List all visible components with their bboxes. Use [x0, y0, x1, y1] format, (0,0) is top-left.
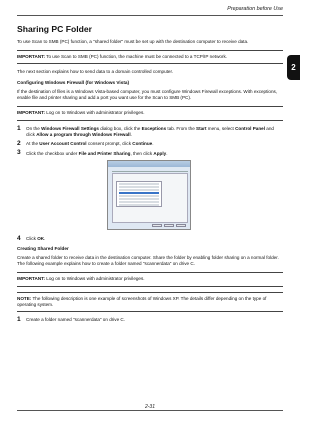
next-section-paragraph: The next section explains how to send data to a domain controlled computer. — [17, 69, 174, 75]
shared-folder-paragraph: Create a shared folder to receive data in the destination computer. Share the folder by enabling folder sharing on a normal folder. The following example explains how to create a folder named "scannerdata" on drive C. — [17, 255, 279, 267]
step-4-firewall — [17, 236, 283, 242]
page-number: 2-31 — [144, 404, 155, 410]
note-label: NOTE: — [17, 295, 32, 301]
step-text: Click OK. — [26, 236, 46, 242]
page-content — [17, 24, 283, 326]
important-text: Log on to Windows with administrator privileges. — [44, 276, 145, 282]
important-note-admin — [17, 106, 283, 120]
footer-rule — [17, 410, 283, 411]
step-1-firewall — [17, 126, 283, 138]
page-title: Sharing PC Folder — [17, 24, 92, 34]
step-text: On the Windows Firewall Settings dialog box, click the Exceptions tab. From the Start menu, select Control Panel and click Allow a program through Windows Firewall. — [26, 125, 274, 137]
running-header: Preparation before Use — [227, 6, 283, 12]
important-label: IMPORTANT: — [17, 276, 45, 282]
note-windows-xp — [17, 292, 283, 312]
step-number: 1 — [17, 315, 21, 323]
step-1-folder — [17, 317, 283, 323]
step-number: 1 — [17, 124, 21, 132]
screenshot-tabs — [112, 169, 188, 172]
chapter-tab: 2 — [287, 55, 300, 80]
screenshot-titlebar — [108, 161, 190, 167]
screenshot-exceptions-list — [116, 181, 162, 207]
important-text: Log on to Windows with administrator privileges. — [44, 110, 145, 116]
firewall-settings-screenshot — [107, 160, 191, 230]
step-3-firewall — [17, 150, 283, 156]
step-text: Click the checkbox under File and Printer Sharing, then click Apply. — [26, 150, 168, 156]
important-label: IMPORTANT: — [17, 110, 45, 116]
firewall-paragraph: If the destination of files is a Windows Vista-based computer, you must configure Windows Firewall exceptions. With exceptions, enable file and printer sharing and add a port you want use for the Scan to SMB (PC). — [17, 89, 278, 101]
important-note-admin-2 — [17, 272, 283, 286]
important-note-network — [17, 50, 283, 64]
note-text: The following description is one example of screenshots of Windows XP. The details differ depending on the type of operating system. — [17, 295, 267, 307]
screenshot-buttons — [152, 224, 186, 227]
important-label: IMPORTANT: — [17, 54, 45, 60]
step-number: 3 — [17, 149, 21, 157]
important-text: To use Scan to SMB (PC) function, the machine must be connected to a TCP/IP network. — [44, 54, 228, 60]
step-2-firewall — [17, 141, 283, 147]
step-number: 4 — [17, 234, 21, 242]
header-rule — [17, 15, 283, 16]
subheading-shared-folder: Creating Shared Folder — [17, 246, 69, 252]
intro-paragraph: To use Scan to SMB (PC) function, a "shared folder" must be set up with the destination computer to receive data. — [17, 39, 249, 44]
step-number: 2 — [17, 140, 21, 148]
step-text: Create a folder named "scannerdata" on drive C. — [26, 316, 126, 322]
subheading-firewall: Configuring Windows Firewall (for Windows Vista) — [17, 80, 130, 86]
step-text: At the User Account Control consent prompt, click Continue. — [26, 141, 154, 147]
